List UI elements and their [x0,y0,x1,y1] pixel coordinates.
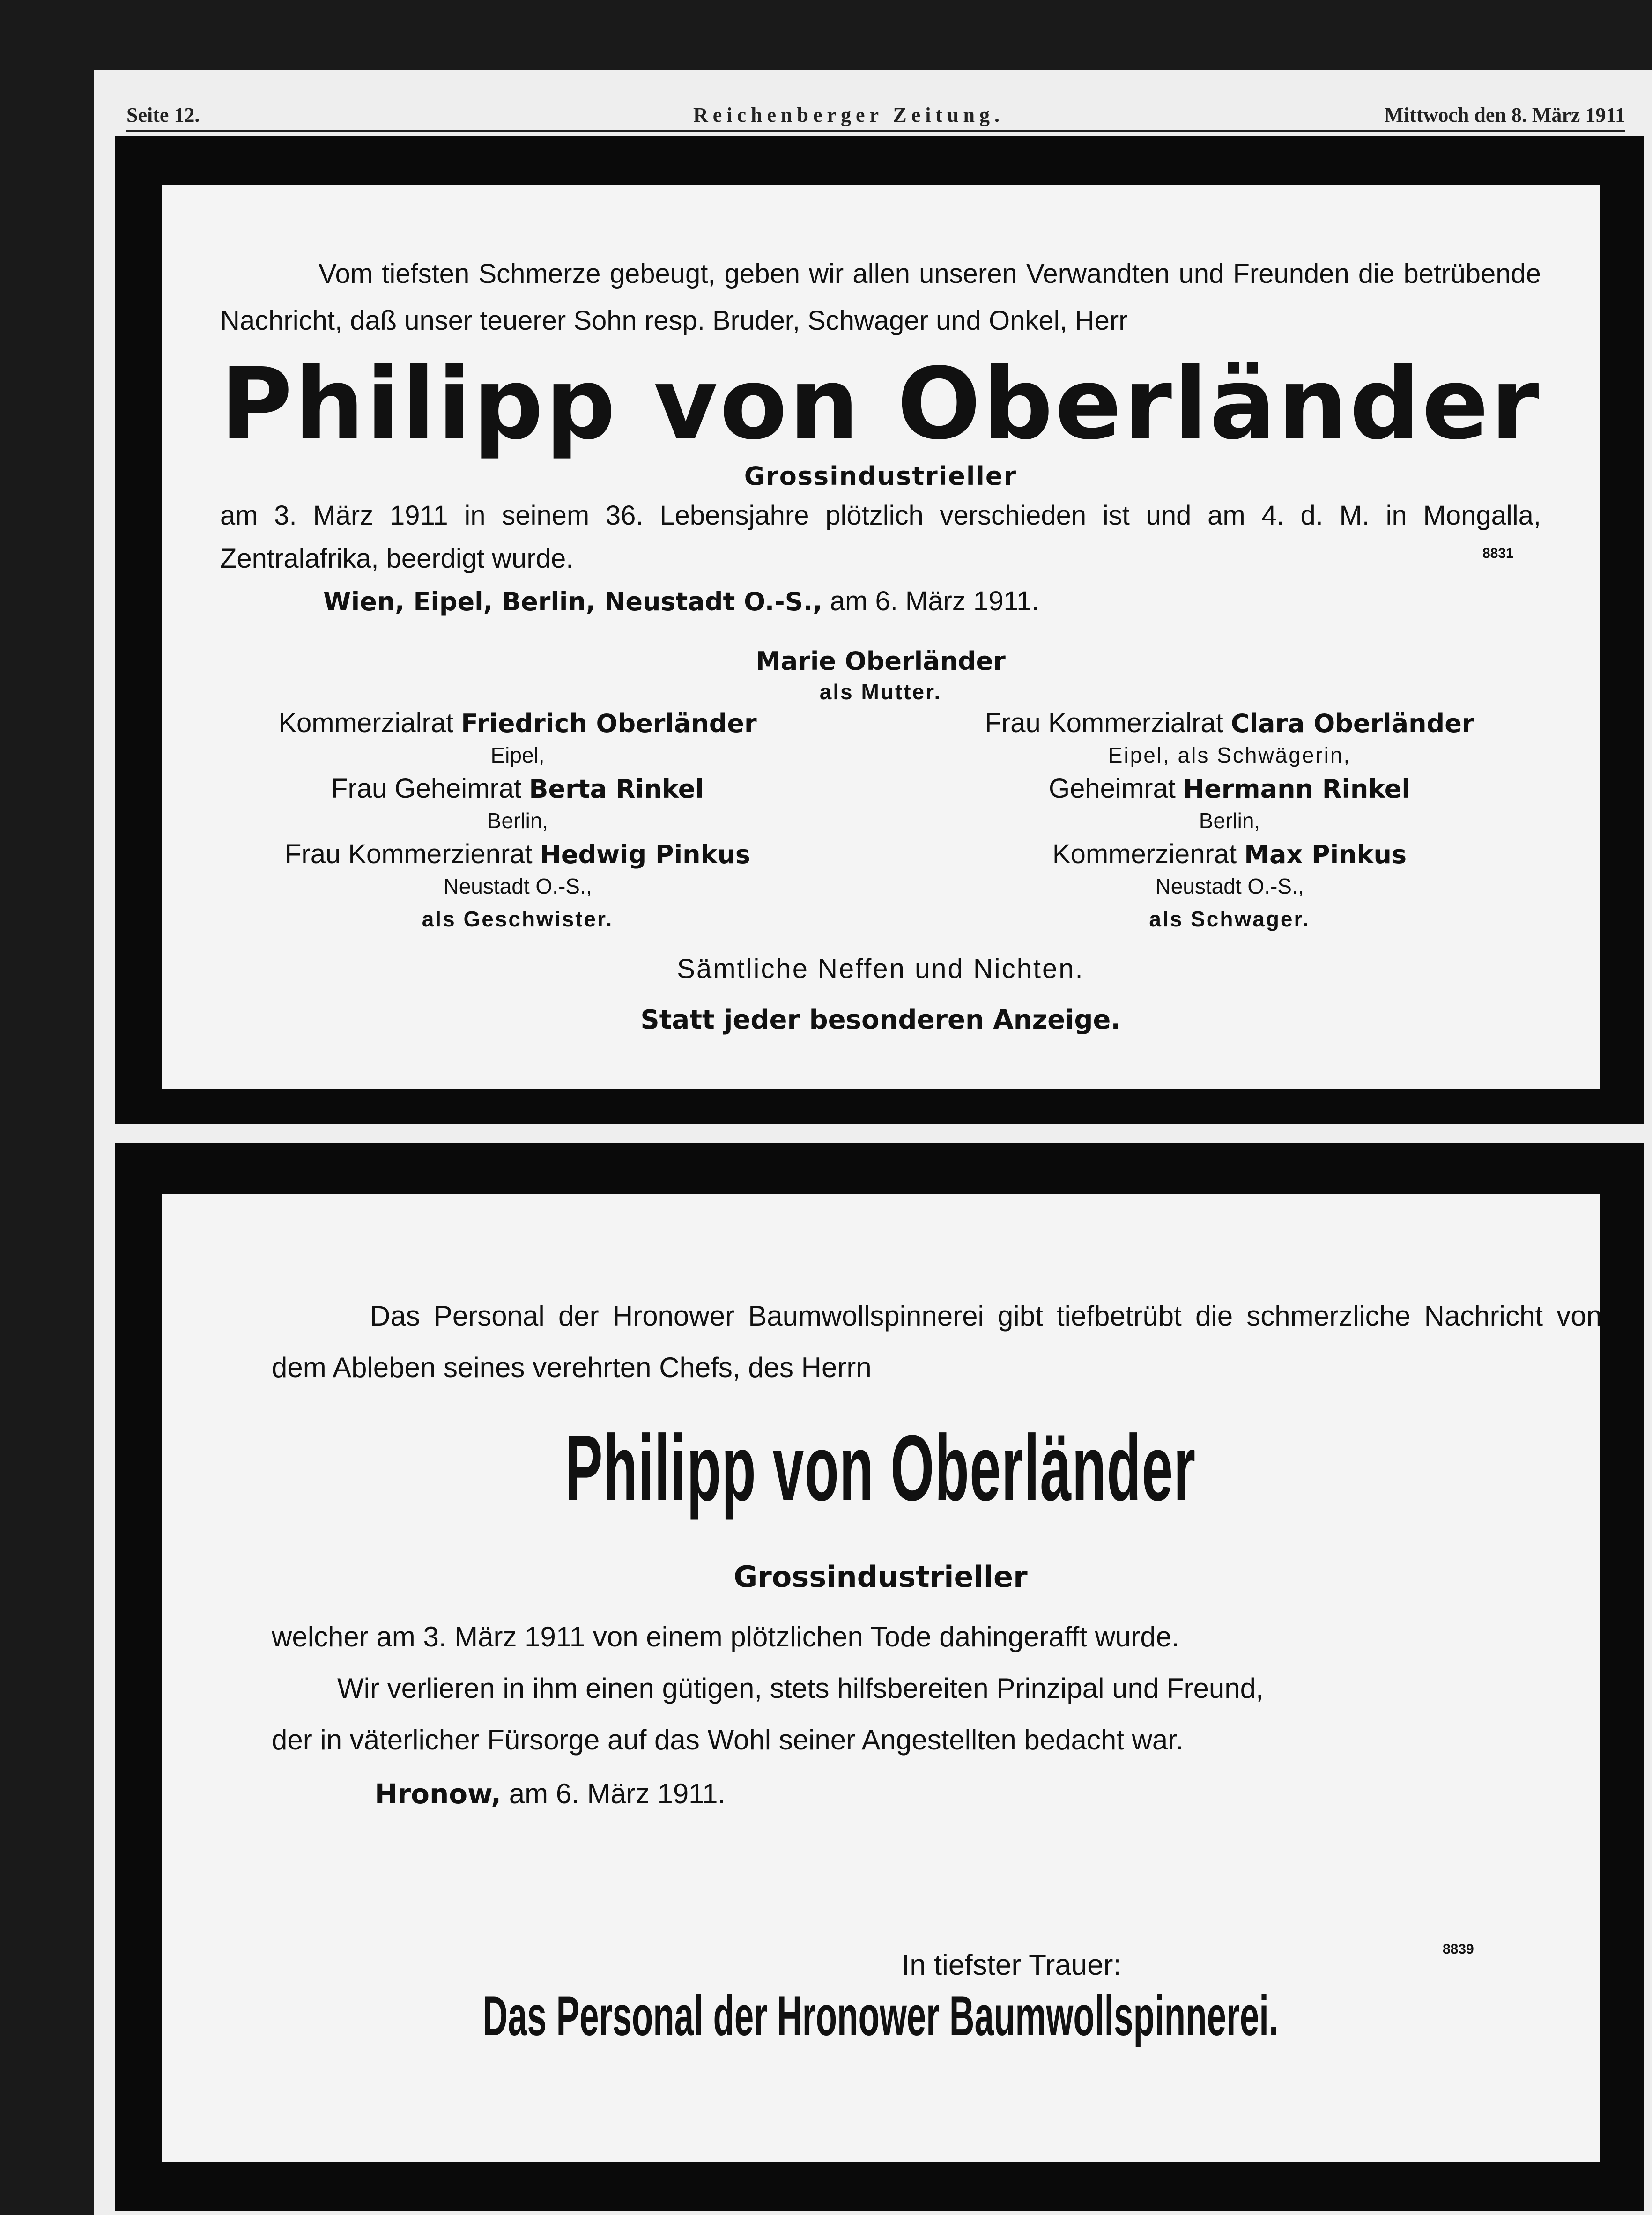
ref-number-2: 8839 [1443,1941,1474,1957]
obituary-family [162,185,1600,1089]
left-name-3: Hedwig Pinkus [540,840,751,869]
staff-intro: Das Personal der Hronower Baumwollspinnerei gibt tiefbetrübt die schmerzliche Nachricht von dem Ableben seines verehrten Chefs, des Herrn [272,1300,1602,1383]
ref-number: 8831 [1482,546,1514,561]
left-name-2: Berta Rinkel [529,774,704,804]
obituary-frame-family [115,136,1644,1124]
right-detail-2: Berlin, [1199,808,1260,833]
obituary-staff [162,1194,1600,2162]
right-entry-1 [874,707,1585,739]
obituary-frame-staff [115,1143,1644,2211]
deceased-title: Grossindustrieller [744,461,1017,491]
mother-role: als Mutter. [819,680,942,704]
right-detail-1: Eipel, als Schwägerin, [1108,743,1351,767]
place-names: Wien, Eipel, Berlin, Neustadt O.-S., [323,587,822,616]
place-name-2: Hronow, [375,1778,502,1810]
left-prefix-1: Kommerzialrat [278,708,454,738]
newspaper-title: Reichenberger Zeitung. [693,104,1005,126]
death-text: am 3. März 1911 in seinem 36. Lebensjahre plötzlich verschieden ist und am 4. d. M. in Mongalla, Zentralafrika, beerdigt wurde. [220,500,1541,574]
left-name-1: Friedrich Oberländer [461,709,757,738]
deceased-name-2: Philipp von Oberländer [565,1416,1196,1520]
place-date-text: am 6. März 1911. [830,586,1039,616]
right-name-2: Hermann Rinkel [1183,774,1410,804]
left-prefix-3: Frau Kommerzienrat [284,839,533,869]
mourning-line: In tiefster Trauer: [902,1949,1121,1981]
staff-signature: Das Personal der Hronower Baumwollspinnerei. [482,1985,1279,2047]
left-detail-1: Eipel, [490,743,545,767]
staff-text [272,1611,1602,1766]
left-entry-1 [162,707,874,739]
left-detail-3: Neustadt O.-S., [443,874,592,898]
left-role: als Geschwister. [422,907,614,931]
right-prefix-1: Frau Kommerzialrat [985,708,1223,738]
staff-line-3: der in väterlicher Fürsorge auf das Wohl seiner Angestellten bedacht war. [272,1724,1184,1756]
right-entry-2 [874,773,1585,804]
place-date-2 [375,1778,726,1810]
relatives-line: Sämtliche Neffen und Nichten. [677,954,1084,984]
page-number: Seite 12. [126,104,200,126]
place-date [323,585,1039,617]
right-name-1: Clara Oberländer [1230,709,1474,738]
page-header [126,94,1625,131]
left-detail-2: Berlin, [487,808,548,833]
deceased-title-2: Grossindustrieller [733,1560,1028,1594]
right-name-3: Max Pinkus [1244,840,1407,869]
right-detail-3: Neustadt O.-S., [1155,874,1304,898]
family-intro: Vom tiefsten Schmerze gebeugt, geben wir allen unseren Verwandten und Freunden die betrübende Nachricht, daß unser teuerer Sohn resp. Bruder, Schwager und Onkel, Herr [220,259,1541,336]
right-prefix-2: Geheimrat [1049,773,1176,804]
issue-date: Mittwoch den 8. März 1911 [1384,104,1625,126]
right-prefix-3: Kommerzienrat [1052,839,1237,869]
right-entry-3 [874,838,1585,870]
staff-line-2: Wir verlieren in ihm einen gütigen, stets hilfsbereiten Prinzipal und Freund, [337,1673,1264,1704]
place-date-text-2: am 6. März 1911. [509,1778,726,1809]
left-entry-2 [162,773,874,804]
staff-line-1: welcher am 3. März 1911 von einem plötzlichen Tode dahingerafft wurde. [272,1621,1179,1652]
mother-name: Marie Oberländer [756,646,1006,676]
closing-line: Statt jeder besonderen Anzeige. [640,1005,1121,1035]
left-prefix-2: Frau Geheimrat [331,773,522,804]
deceased-name: Philipp von Oberländer [220,347,1541,461]
right-role: als Schwager. [1149,907,1310,931]
header-rule [126,130,1625,132]
left-entry-3 [162,838,874,870]
